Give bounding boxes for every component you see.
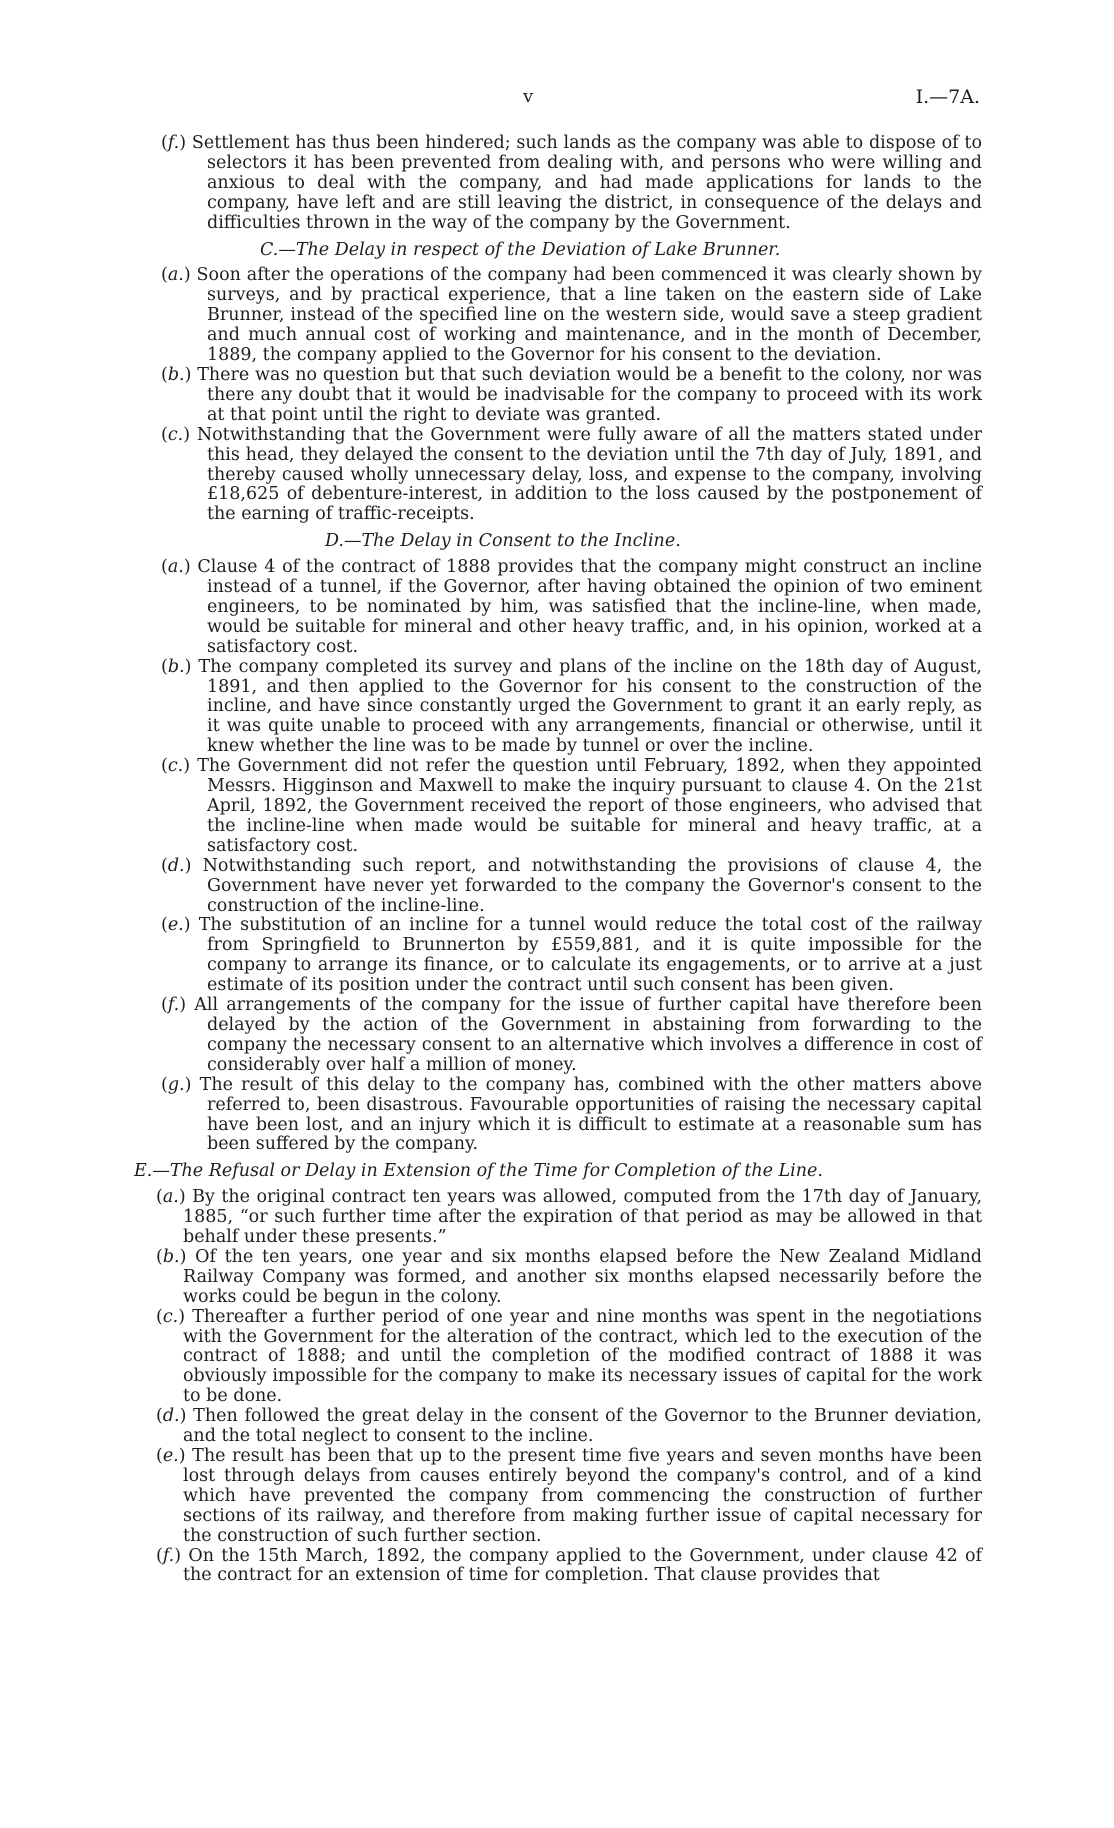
clause-b-cont-f [134,134,982,234]
clause-marker: (d.) [161,855,203,876]
clause-text: The substitution of an incline for a tunnel would reduce the total cost of the railway from Springfield to Brunnerton by £559,881, and it is quite impossible for the company to arrange its finance, or to calculate its engagements, or to arrive at a just estimate of its position under the contract until such consent has been given. [198,915,983,996]
clause-c-b [134,366,982,426]
clause-marker: (e.) [161,915,199,936]
section-heading-d: D.—The Delay in Consent to the Incline. [325,531,681,552]
clause-e-e [134,1447,982,1547]
clause-text: Notwithstanding such report, and notwithstanding the provisions of clause 4, the Government have never yet forwarded to the company the Governor's consent to the construction of the incline-line. [202,855,982,916]
clause-marker: (a.) [161,265,197,286]
clause-text: The result of this delay to the company has, combined with the other matters above referred to, been disastrous. Favourable opportunities of raising the necessary capital have been lost, and an injury which it is difficult to estimate at a reasonable sum has been suffered by the company. [199,1074,982,1155]
section-heading-e: E.—The Refusal or Delay in Extension of the Time for Completion of the Line. [134,1161,823,1182]
clause-marker: (a.) [161,557,198,578]
document-body [134,134,982,1586]
document-reference: I.—7A. [915,86,980,108]
clause-text: Thereafter a further period of one year and nine months was spent in the negotiations with the Government for the alteration of the contract, which led to the execution of the contract of 1888; and until the completion of the modified contract of 1888 it was obviously impossible for the company to make its necessary issues of capital for the work to be done. [183,1306,982,1407]
clause-text: By the original contract ten years was allowed, computed from the 17th day of January, 1885, “or such further time after the expiration of that period as may be allowed in that behalf under these presents.” [183,1187,983,1248]
clause-e-f [134,1547,982,1587]
clause-d-a [134,558,982,658]
clause-e-d [134,1407,982,1447]
clause-marker: (e.) [156,1446,193,1466]
clause-text: The result has been that up to the present time five years and seven months have been lost through delays from causes entirely beyond the company's control, and of a kind which have prevented the company from commencing the construction of further sections of its railway, and therefore from making further issue of capital necessary for the construction of such further section. [183,1446,983,1546]
clause-marker: (g.) [161,1074,200,1095]
clause-marker: (b.) [156,1246,196,1267]
clause-d-b [134,658,982,758]
clause-marker: (c.) [156,1306,193,1327]
clause-text: Notwithstanding that the Government were fully aware of all the matters stated under this head, they delayed the consent to the deviation until the 7th day of July, 1891, and thereby caused wholly unnecessary delay, loss, and expense to the company, involving £18,625 of debenture-interest, in addition to the loss caused by the postponement of the earning of traffic-receipts. [196,424,982,525]
clause-marker: (c.) [161,756,198,777]
clause-text: The company completed its survey and plans of the incline on the 18th day of August, 1891, and then applied to the Governor for his consent to the construction of the incline, and have since constantly urged the Government to grant it an early reply, as it was quite unable to proceed with any arrangements, financial or otherwise, until it knew whether the line was to be made by tunnel or over the incline. [198,656,982,757]
page-number: v [523,86,534,107]
clause-marker: (c.) [161,424,197,445]
clause-e-a [134,1188,982,1248]
clause-text: Clause 4 of the contract of 1888 provides that the company might construct an incline instead of a tunnel, if the Governor, after having obtained the opinion of two eminent engineers, to be nominated by him, was satisfied that the incline-line, when made, would be suitable for mineral and other heavy traffic, and, in his opinion, worked at a satisfactory cost. [197,557,983,657]
clause-c-c [134,426,982,526]
clause-d-e [134,916,982,996]
clause-marker: (f.) [161,133,192,153]
clause-marker: (b.) [161,656,199,677]
clause-marker: (d.) [156,1406,194,1427]
clause-marker: (f.) [161,995,195,1016]
page-header [0,86,1114,110]
clause-d-c [134,757,982,857]
section-heading-c: C.—The Delay in respect of the Deviation of Lake Brunner. [260,239,781,260]
clause-e-b [134,1248,982,1308]
clause-d-d [134,857,982,917]
clause-text: There was no question but that such deviation would be a benefit to the colony, nor was there any doubt that it would be inadvisable for the company to proceed with its work at that point until the right to deviate was granted. [197,364,983,425]
clause-text: On the 15th March, 1892, the company applied to the Government, under clause 42 of the contract for an extension of time for completion. That clause provides that [183,1545,983,1586]
clause-marker: (b.) [161,364,198,385]
clause-d-f [134,996,982,1076]
clause-text: Settlement has thus been hindered; such lands as the company was able to dispose of to selectors it has been prevented from dealing with, and persons who were willing and anxious to deal with the company, and had made applications for lands to the company, have left and are still leaving the district, in consequence of the delays and difficulties thrown in the way of the company by the Government. [191,133,982,233]
clause-marker: (a.) [156,1187,193,1208]
clause-text: Soon after the operations of the company had been commenced it was clearly shown by surveys, and by practical experience, that a line taken on the eastern side of Lake Brunner, instead of the specified line on the western side, would save a steep gradient and much annual cost of working and maintenance, and in the month of December, 1889, the company applied to the Governor for his consent to the deviation. [196,265,982,366]
clause-text: The Government did not refer the question until February, 1892, when they appointed Messrs. Higginson and Maxwell to make the inquiry pursuant to clause 4. On the 21st April, 1892, the Government received the report of those engineers, who advised that the incline-line when made would be suitable for mineral and heavy traffic, at a satisfactory cost. [197,756,983,856]
clause-d-g [134,1076,982,1156]
clause-marker: (f.) [156,1545,189,1566]
clause-text: All arrangements of the company for the issue of further capital have therefore been delayed by the action of the Government in abstaining from forwarding to the company the necessary consent to an alternative which involves a difference in cost of considerably over half a million of money. [194,995,982,1075]
clause-text: Of the ten years, one year and six months elapsed before the New Zealand Midland Railway Company was formed, and another six months elapsed necessarily before the works could be begun in the colony. [183,1246,982,1307]
clause-text: Then followed the great delay in the consent of the Governor to the Brunner deviation, and the total neglect to consent to the incline. [183,1406,982,1447]
clause-e-c [134,1308,982,1408]
clause-c-a [134,266,982,366]
